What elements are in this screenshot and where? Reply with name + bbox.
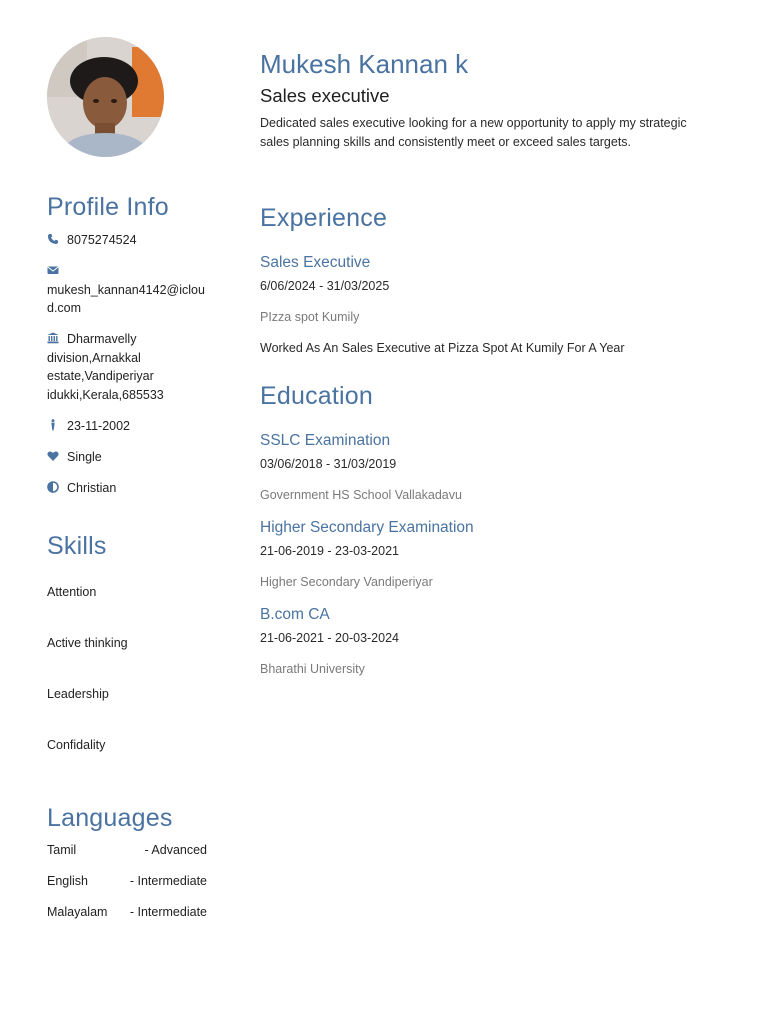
heart-icon: [47, 450, 59, 462]
education-title: B.com CA: [260, 606, 330, 623]
job-title: Sales Executive: [260, 254, 371, 271]
envelope-icon: [47, 264, 59, 276]
education-title: Higher Secondary Examination: [260, 519, 474, 536]
profile-info-list: [47, 231, 212, 510]
languages-list: [47, 841, 207, 934]
institution-name: Government HS School Vallakadavu: [260, 488, 462, 502]
profile-info-heading: Profile Info: [47, 193, 169, 221]
person-icon: [47, 419, 59, 431]
skill-item: Confidality: [47, 738, 106, 752]
language-level: - Intermediate: [129, 874, 207, 888]
skills-list: [47, 583, 128, 787]
education-item: [260, 518, 720, 605]
marital-item: [47, 448, 212, 467]
institution-name: Higher Secondary Vandiperiyar: [260, 575, 433, 589]
phone-number: 8075274524: [67, 233, 137, 247]
language-name: Malayalam: [47, 905, 108, 919]
language-item: [47, 841, 207, 872]
company-name: PIzza spot Kumily: [260, 310, 360, 324]
experience-heading: Experience: [260, 204, 388, 232]
education-title: SSLC Examination: [260, 432, 391, 449]
education-heading: Education: [260, 382, 373, 410]
profile-photo: [47, 37, 164, 157]
skills-heading: Skills: [47, 532, 107, 560]
language-item: [47, 872, 207, 903]
candidate-role: Sales executive: [260, 85, 390, 106]
summary-text: Dedicated sales executive looking for a new opportunity to apply my strategic sales planning skills and consistently meet or exceed sales targets.: [260, 116, 687, 149]
experience-item: [260, 253, 720, 357]
avatar: [47, 37, 164, 157]
education-dates: 21-06-2019 - 23-03-2021: [260, 544, 399, 558]
language-name: English: [47, 874, 88, 888]
dob-item: [47, 417, 212, 436]
education-item: [260, 605, 720, 692]
bank-icon: [47, 332, 59, 344]
marital-status: Single: [67, 449, 102, 464]
date-of-birth: 23-11-2002: [67, 418, 131, 433]
language-name: Tamil: [47, 843, 77, 857]
languages-heading: Languages: [47, 804, 173, 832]
half-circle-icon: [47, 481, 59, 493]
left-column: [47, 37, 212, 919]
language-level: - Intermediate: [129, 905, 207, 919]
education-dates: 03/06/2018 - 31/03/2019: [260, 457, 397, 471]
address-text: Dharmavelly division,Arnakkal estate,Vandiperiyar idukki,Kerala,685533: [47, 332, 164, 402]
email-address: mukesh_kannan4142@icloud.com: [47, 282, 205, 315]
candidate-name: Mukesh Kannan k: [260, 49, 469, 79]
education-list: [260, 431, 720, 692]
religion-item: [47, 479, 212, 498]
skill-item: Active thinking: [47, 636, 128, 650]
phone-icon: [47, 233, 59, 245]
institution-name: Bharathi University: [260, 662, 365, 676]
job-dates: 6/06/2024 - 31/03/2025: [260, 279, 390, 293]
education-dates: 21-06-2021 - 20-03-2024: [260, 631, 399, 645]
skill-item: Attention: [47, 585, 97, 599]
language-item: [47, 903, 207, 934]
language-level: - Advanced: [144, 843, 207, 857]
right-column: [260, 47, 720, 676]
address-item: [47, 330, 212, 404]
education-item: [260, 431, 720, 518]
skill-item: Leadership: [47, 687, 109, 701]
phone-item: [47, 231, 212, 250]
job-description: Worked As An Sales Executive at Pizza Spot At Kumily For A Year: [260, 341, 625, 355]
religion: Christian: [67, 480, 117, 495]
email-item: [47, 262, 212, 318]
